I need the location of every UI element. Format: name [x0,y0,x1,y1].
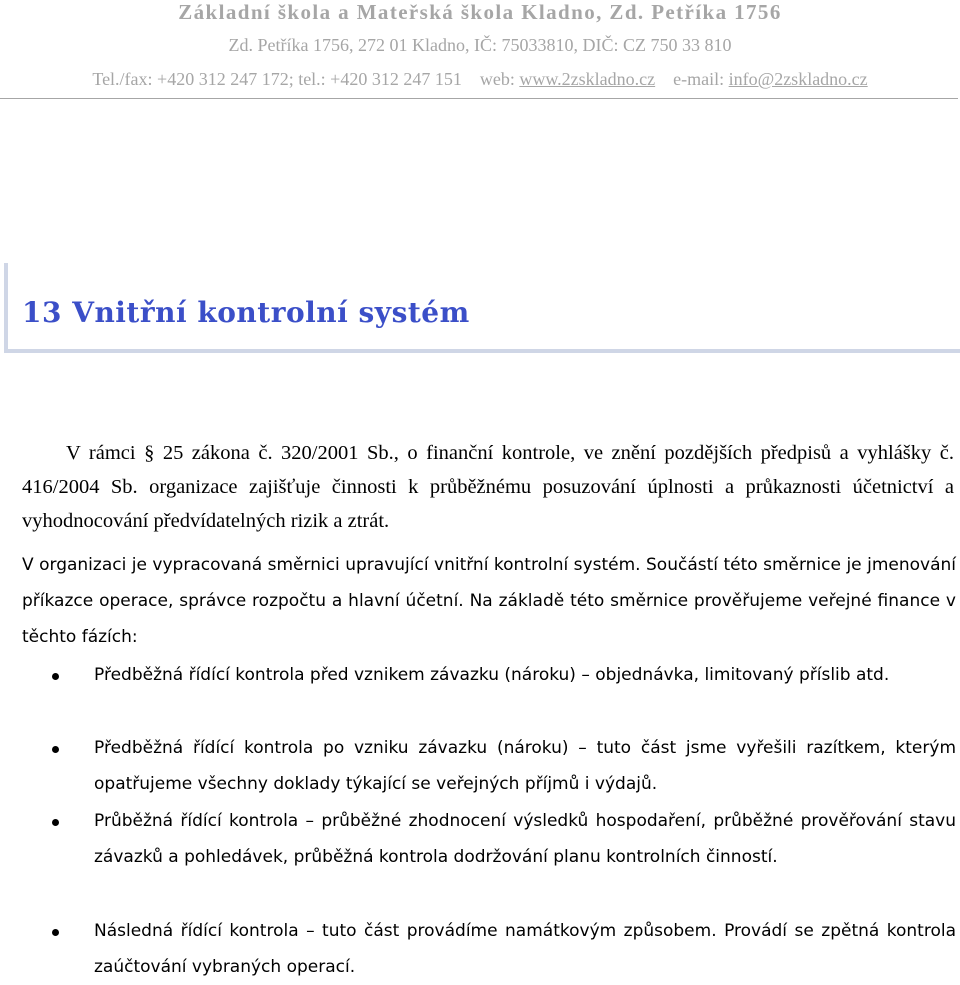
list-item-text: Předběžná řídící kontrola po vzniku závazku (nároku) – tuto část jsme vyřešili razítkem, kterým opatřujeme všechny doklady týkající se veřejných příjmů i výdajů. [94,738,956,794]
phone-text: Tel./fax: +420 312 247 172; tel.: +420 312 247 151 [92,69,462,89]
list-item [58,803,956,911]
web-link[interactable]: www.2zskladno.cz [519,69,656,89]
intro-paragraph: V rámci § 25 zákona č. 320/2001 Sb., o finanční kontrole, ve znění pozdějších předpisů a vyhlášky č. 416/2004 Sb. organizace zajišťuje činnosti k průběžnému posuzování úplnosti a průkaznosti účetnictví a vyhodnocování předvídatelných rizik a ztrát. [22,442,954,532]
bullet-icon [52,673,59,680]
bullet-icon [52,819,59,826]
school-address: Zd. Petříka 1756, 272 01 Kladno, IČ: 75033810, DIČ: CZ 750 33 810 [228,35,732,55]
bullet-icon [52,929,59,936]
list-item [58,730,956,802]
letterhead-divider [0,98,958,99]
bullet-icon [52,746,59,753]
web-label: web: [479,69,515,89]
section-heading: 13 Vnitřní kontrolní systém [22,296,470,329]
list-item [58,657,956,729]
list-item-text: Následná řídící kontrola – tuto část provádíme namátkovým způsobem. Provádí se zpětná kontrola zaúčtování vybraných operací. [94,921,956,977]
list-item [58,913,956,985]
list-item-text: Předběžná řídící kontrola před vznikem závazku (nároku) – objednávka, limitovaný příslib atd. [94,665,890,685]
body-paragraph: V organizaci je vypracovaná směrnici upravující vnitřní kontrolní systém. Součástí této směrnice je jmenování příkazce operace, správce rozpočtu a hlavní účetní. Na základě této směrnice prověřujeme veřejné finance v těchto fázích: [22,555,956,647]
email-link[interactable]: info@2zskladno.cz [728,69,868,89]
school-name: Základní škola a Mateřská škola Kladno, Zd. Petříka 1756 [178,0,782,24]
list-item-text: Průběžná řídící kontrola – průběžné zhodnocení výsledků hospodaření, průběžné prověřování stavu závazků a pohledávek, průběžná kontrola dodržování planu kontrolních činností. [94,811,956,867]
contact-line [0,68,960,90]
letterhead [0,0,960,100]
email-label: e-mail: [673,69,725,89]
